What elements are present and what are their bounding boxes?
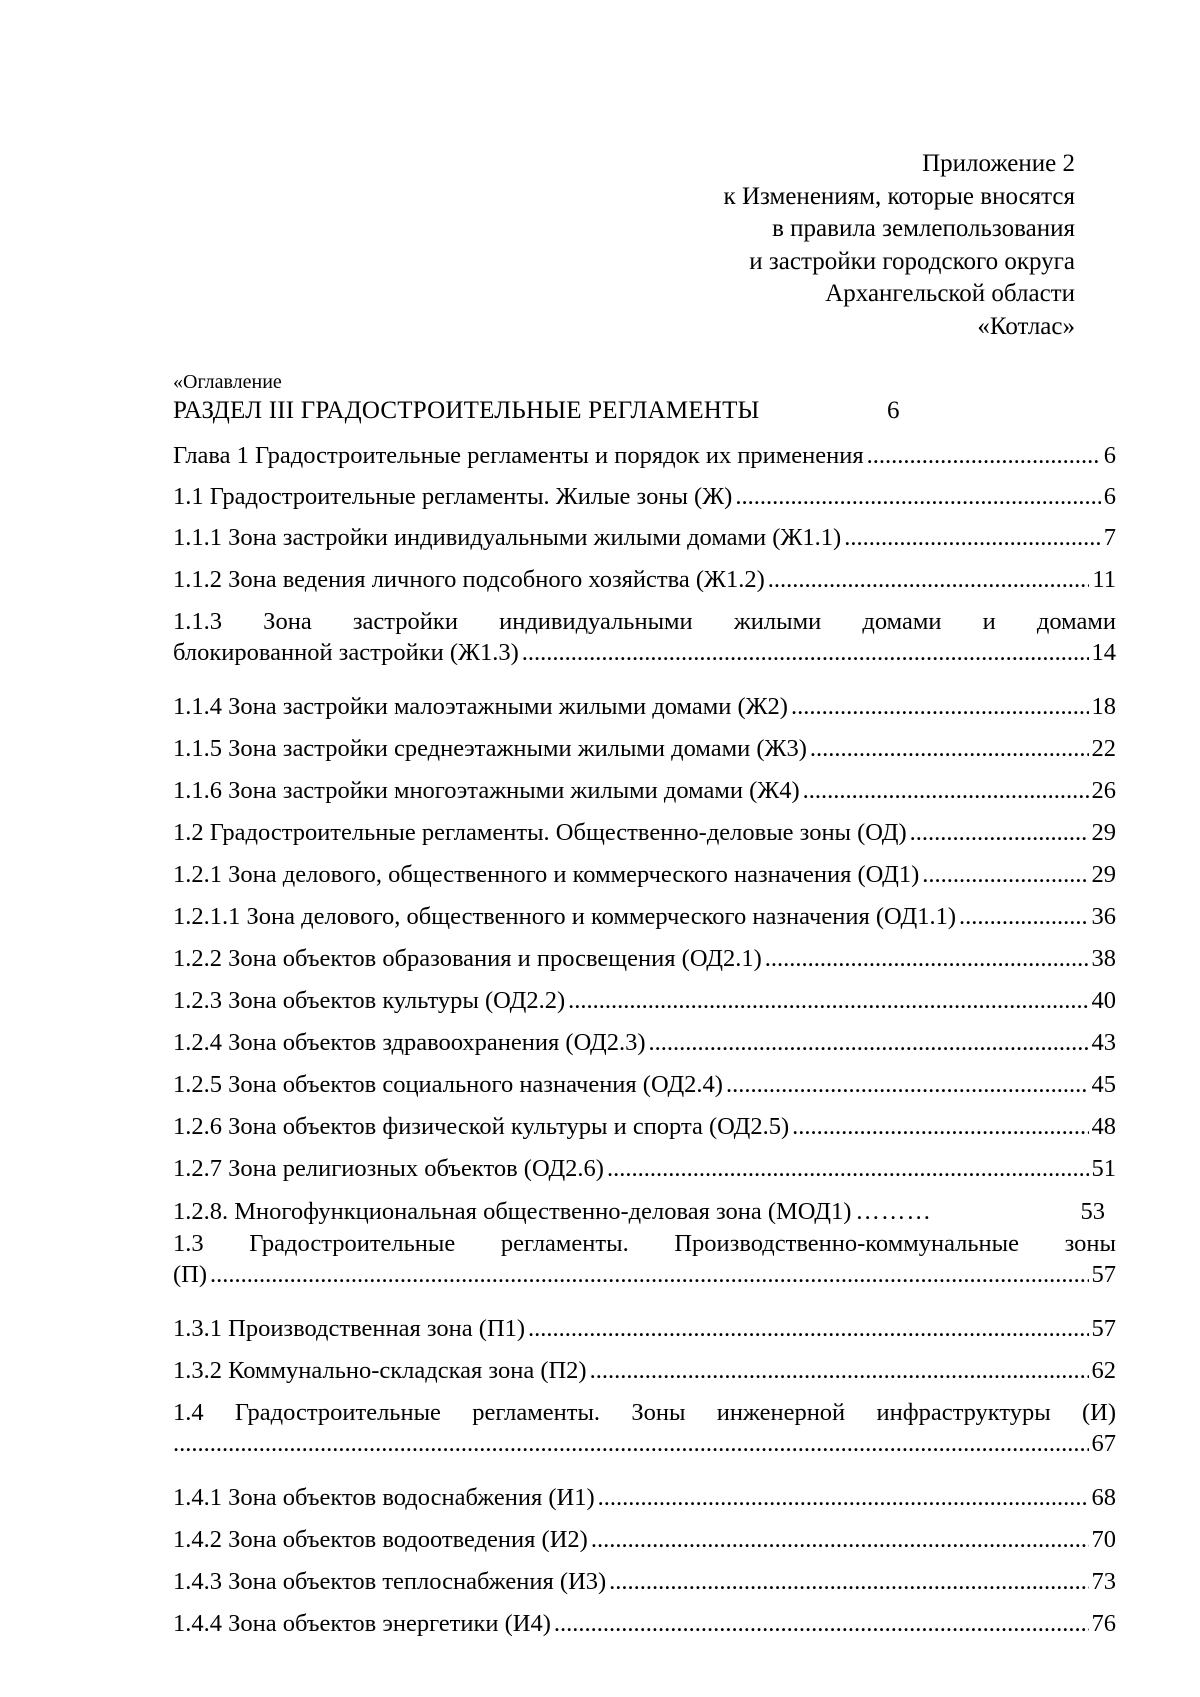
- toc-entry[interactable]: [173, 1608, 1116, 1639]
- toc-entry[interactable]: [173, 1228, 1116, 1290]
- toc-entry-title: 1.3.2 Коммунально-складская зона (П2): [173, 1357, 587, 1384]
- dot-leader: [959, 901, 1089, 932]
- toc-entry[interactable]: [173, 1111, 1116, 1142]
- toc-entry-title: (П): [173, 1261, 208, 1288]
- dot-leader: [910, 817, 1089, 848]
- dot-leader: [598, 1482, 1089, 1513]
- appendix-line: в правила землепользования: [772, 215, 1075, 242]
- toc-entry-title-line1: 1.1.3 Зона застройки индивидуальными жилыми домами и домами: [173, 608, 1116, 635]
- appendix-header: [455, 148, 1075, 343]
- toc-entry-page: 22: [1091, 735, 1116, 762]
- toc-entry-page: 26: [1091, 777, 1116, 804]
- toc-entry[interactable]: [173, 985, 1116, 1016]
- dot-leader: [768, 564, 1090, 595]
- dot-leader: [765, 943, 1089, 974]
- dot-leader: [735, 481, 1100, 512]
- toc-entry-title: 1.2.3 Зона объектов культуры (ОД2.2): [173, 987, 566, 1014]
- dot-leader: [792, 1111, 1088, 1142]
- toc-entry-title: 1.1.6 Зона застройки многоэтажными жилыми домами (Ж4): [173, 777, 800, 804]
- toc-entry-title: 1.2.6 Зона объектов физической культуры и спорта (ОД2.5): [173, 1113, 790, 1140]
- toc-entry-title: 1.1.4 Зона застройки малоэтажными жилыми домами (Ж2): [173, 693, 788, 720]
- toc-entry-page: 73: [1091, 1568, 1116, 1595]
- toc-entry-page: 57: [1091, 1315, 1116, 1342]
- appendix-line: Архангельской области: [825, 280, 1075, 307]
- appendix-line: к Изменениям, которые вносятся: [723, 182, 1075, 210]
- dot-leader: [522, 637, 1089, 668]
- toc-entry-page: 67: [1091, 1430, 1116, 1457]
- toc-entry-page: 38: [1091, 945, 1116, 972]
- dot-leader: [607, 1153, 1089, 1184]
- dot-leader: [803, 775, 1089, 806]
- toc-entry-page: 53: [1080, 1198, 1105, 1225]
- toc-section-title[interactable]: РАЗДЕЛ III ГРАДОСТРОИТЕЛЬНЫЕ РЕГЛАМЕНТЫ: [173, 397, 760, 424]
- dot-leader: [528, 1313, 1088, 1344]
- toc-entry-title: 1.2.7 Зона религиозных объектов (ОД2.6): [173, 1155, 604, 1182]
- toc-entry-page: 7: [1103, 524, 1116, 551]
- toc-entry-title: 1.1.2 Зона ведения личного подсобного хозяйства (Ж1.2): [173, 566, 765, 593]
- toc-entry-page: 48: [1091, 1113, 1116, 1140]
- toc-entry[interactable]: [173, 1027, 1116, 1058]
- toc-entry-title: 1.4.1 Зона объектов водоснабжения (И1): [173, 1484, 595, 1511]
- toc-entry-page: 43: [1091, 1029, 1116, 1056]
- dot-leader: [791, 691, 1089, 722]
- toc-entry[interactable]: [173, 1313, 1116, 1344]
- toc-entry[interactable]: [173, 817, 1116, 848]
- toc-caption: «Оглавление: [173, 371, 282, 393]
- toc-entry-page: 18: [1091, 693, 1116, 720]
- toc-entry-title: 1.2.1.1 Зона делового, общественного и коммерческого назначения (ОД1.1): [173, 903, 956, 930]
- toc-entry-title: 1.4.4 Зона объектов энергетики (И4): [173, 1610, 551, 1637]
- toc-entry-page: 40: [1091, 987, 1116, 1014]
- toc-entry-page: 36: [1091, 903, 1116, 930]
- dot-leader: [609, 1566, 1088, 1597]
- toc-entry[interactable]: [173, 733, 1116, 764]
- appendix-line: Приложение 2: [922, 150, 1075, 177]
- dot-leader: [554, 1608, 1089, 1639]
- toc-entry-page: 70: [1091, 1526, 1116, 1553]
- toc-entry-title-line1: 1.3 Градостроительные регламенты. Производственно-коммунальные зоны: [173, 1230, 1116, 1257]
- dot-leader: [844, 522, 1101, 553]
- toc-entry-page: 57: [1091, 1261, 1116, 1288]
- toc-entry[interactable]: [173, 1566, 1116, 1597]
- toc-entry-title: 1.3.1 Производственная зона (П1): [173, 1315, 526, 1342]
- toc-entry-page: 6: [1103, 483, 1116, 510]
- toc-entry[interactable]: [173, 1355, 1116, 1386]
- toc-entry-title: 1.4.3 Зона объектов теплоснабжения (И3): [173, 1568, 607, 1595]
- dot-leader: [810, 733, 1089, 764]
- toc-entry-page: 29: [1091, 819, 1116, 846]
- toc-entry[interactable]: [173, 564, 1116, 595]
- toc-entry-title: 1.2.1 Зона делового, общественного и коммерческого назначения (ОД1): [173, 861, 920, 888]
- dot-leader: [173, 1428, 1089, 1459]
- toc-entry-page: 14: [1091, 639, 1116, 666]
- toc-entry[interactable]: [173, 606, 1116, 668]
- toc-entry-page: 45: [1091, 1071, 1116, 1098]
- toc-entry-title: 1.2.5 Зона объектов социального назначения (ОД2.4): [173, 1071, 723, 1098]
- toc-entry-title: 1.1.1 Зона застройки индивидуальными жилыми домами (Ж1.1): [173, 524, 842, 551]
- dot-leader: [649, 1027, 1089, 1058]
- toc-entry-title: 1.2.4 Зона объектов здравоохранения (ОД2.3): [173, 1029, 646, 1056]
- toc-entry-page: 62: [1091, 1357, 1116, 1384]
- toc-entry[interactable]: [173, 691, 1116, 722]
- dot-leader: [867, 440, 1101, 471]
- toc-entry[interactable]: [173, 481, 1116, 512]
- toc-entry[interactable]: [173, 901, 1116, 932]
- dot-leader: [591, 1524, 1089, 1555]
- toc-entry-title: 1.2.8. Многофункциональная общественно-деловая зона (МОД1): [173, 1198, 852, 1225]
- dot-leader: [590, 1355, 1089, 1386]
- dot-leader: [568, 985, 1088, 1016]
- toc-entry-page: 68: [1091, 1484, 1116, 1511]
- dot-leader: [922, 859, 1088, 890]
- ellipsis-leader: ………: [855, 1198, 932, 1225]
- toc-entry[interactable]: [173, 1069, 1116, 1100]
- toc-entry[interactable]: [173, 522, 1116, 553]
- toc-entry-page: 6: [1103, 442, 1116, 469]
- toc-entry-page: 11: [1092, 566, 1116, 593]
- toc-entry-title: Глава 1 Градостроительные регламенты и порядок их применения: [173, 442, 864, 469]
- toc-entry-title: 1.4.2 Зона объектов водоотведения (И2): [173, 1526, 588, 1553]
- toc-entry[interactable]: [173, 775, 1116, 806]
- appendix-line: «Котлас»: [977, 312, 1075, 340]
- toc-entry[interactable]: [173, 1196, 1105, 1227]
- appendix-line: и застройки городского округа: [749, 247, 1075, 275]
- toc-entry[interactable]: [173, 440, 1116, 471]
- dot-leader: [726, 1069, 1089, 1100]
- dot-leader: [210, 1259, 1088, 1290]
- toc-entry-title: 1.2.2 Зона объектов образования и просвещения (ОД2.1): [173, 945, 762, 972]
- toc-entry-title: 1.2 Градостроительные регламенты. Общественно-деловые зоны (ОД): [173, 819, 907, 846]
- toc-entry[interactable]: [173, 1524, 1116, 1555]
- toc-entry-title: 1.1 Градостроительные регламенты. Жилые зоны (Ж): [173, 483, 733, 510]
- toc-entry[interactable]: [173, 943, 1116, 974]
- toc-entry[interactable]: [173, 1397, 1116, 1459]
- toc-entry[interactable]: [173, 1153, 1116, 1184]
- toc-entry-page: 76: [1091, 1610, 1116, 1637]
- toc-entry[interactable]: [173, 1482, 1116, 1513]
- toc-entry-page: 51: [1091, 1155, 1116, 1182]
- toc-entry-page: 29: [1091, 861, 1116, 888]
- toc-section-page-number: 6: [887, 397, 900, 424]
- toc-entry-title: 1.1.5 Зона застройки среднеэтажными жилыми домами (Ж3): [173, 735, 807, 762]
- toc-entry-title: блокированной застройки (Ж1.3): [173, 639, 519, 666]
- toc-entry[interactable]: [173, 859, 1116, 890]
- toc-entry-title-line1: 1.4 Градостроительные регламенты. Зоны инженерной инфраструктуры (И): [173, 1399, 1116, 1426]
